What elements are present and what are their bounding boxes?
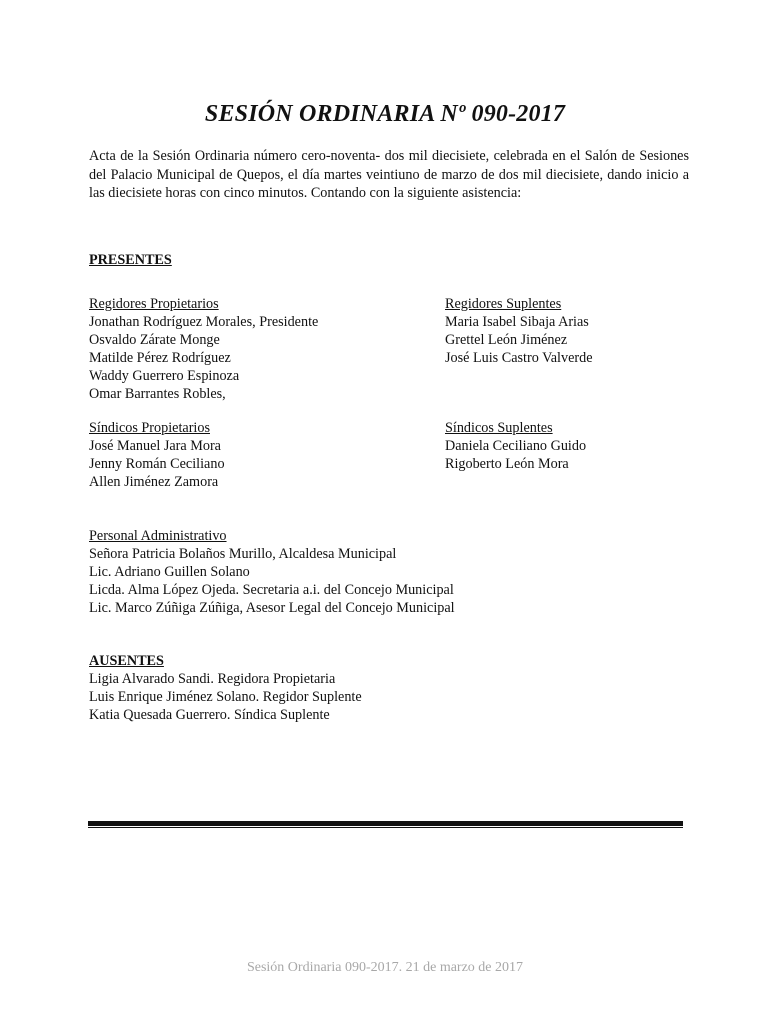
list-item: Rigoberto León Mora: [445, 456, 569, 472]
list-item: Señora Patricia Bolaños Murillo, Alcaldesa Municipal: [89, 546, 397, 562]
list-item: Luis Enrique Jiménez Solano. Regidor Suplente: [89, 689, 362, 705]
list-item: Maria Isabel Sibaja Arias: [445, 314, 589, 330]
personal-administrativo-heading: Personal Administrativo: [89, 528, 227, 544]
list-item: Grettel León Jiménez: [445, 332, 568, 348]
list-item: Omar Barrantes Robles,: [89, 386, 226, 402]
sindicos-suplentes-heading: Síndicos Suplentes: [445, 420, 553, 436]
page-footer: Sesión Ordinaria 090-2017. 21 de marzo de 2017: [246, 960, 524, 975]
list-item: Licda. Alma López Ojeda. Secretaria a.i. del Concejo Municipal: [89, 582, 454, 598]
regidores-propietarios-block: [89, 295, 318, 403]
regidores-propietarios-heading: Regidores Propietarios: [89, 296, 219, 312]
list-item: Osvaldo Zárate Monge: [89, 332, 220, 348]
personal-administrativo-block: [89, 527, 455, 617]
sindicos-propietarios-heading: Síndicos Propietarios: [89, 420, 210, 436]
list-item: Lic. Adriano Guillen Solano: [89, 564, 250, 580]
list-item: Daniela Ceciliano Guido: [445, 438, 587, 454]
footer-divider: [88, 821, 683, 826]
list-item: Waddy Guerrero Espinoza: [89, 368, 240, 384]
list-item: José Manuel Jara Mora: [89, 438, 221, 454]
list-item: Ligia Alvarado Sandi. Regidora Propietaria: [89, 671, 336, 687]
sindicos-suplentes-block: [445, 419, 586, 473]
list-item: José Luis Castro Valverde: [445, 350, 593, 366]
list-item: Katia Quesada Guerrero. Síndica Suplente: [89, 707, 330, 723]
intro-paragraph: Acta de la Sesión Ordinaria número cero-noventa- dos mil diecisiete, celebrada en el Salón de Sesiones del Palacio Municipal de Quepos, el día martes veintiuno de marzo de dos mil diecisiete, dando inicio a las diecisiete horas con cinco minutos. Contando con la siguiente asistencia:: [89, 148, 689, 201]
list-item: Lic. Marco Zúñiga Zúñiga, Asesor Legal del Concejo Municipal: [89, 600, 455, 616]
footer-divider-thin: [88, 827, 683, 828]
document-title: SESIÓN ORDINARIA Nº 090-2017: [204, 101, 566, 127]
list-item: Allen Jiménez Zamora: [89, 474, 219, 490]
regidores-suplentes-block: [445, 295, 593, 367]
presentes-heading: PRESENTES: [89, 252, 172, 268]
list-item: Jonathan Rodríguez Morales, Presidente: [89, 314, 319, 330]
list-item: Matilde Pérez Rodríguez: [89, 350, 231, 366]
list-item: Jenny Román Ceciliano: [89, 456, 225, 472]
sindicos-propietarios-block: [89, 419, 225, 491]
ausentes-block: [89, 652, 362, 724]
ausentes-heading: AUSENTES: [89, 653, 164, 669]
regidores-suplentes-heading: Regidores Suplentes: [445, 296, 562, 312]
